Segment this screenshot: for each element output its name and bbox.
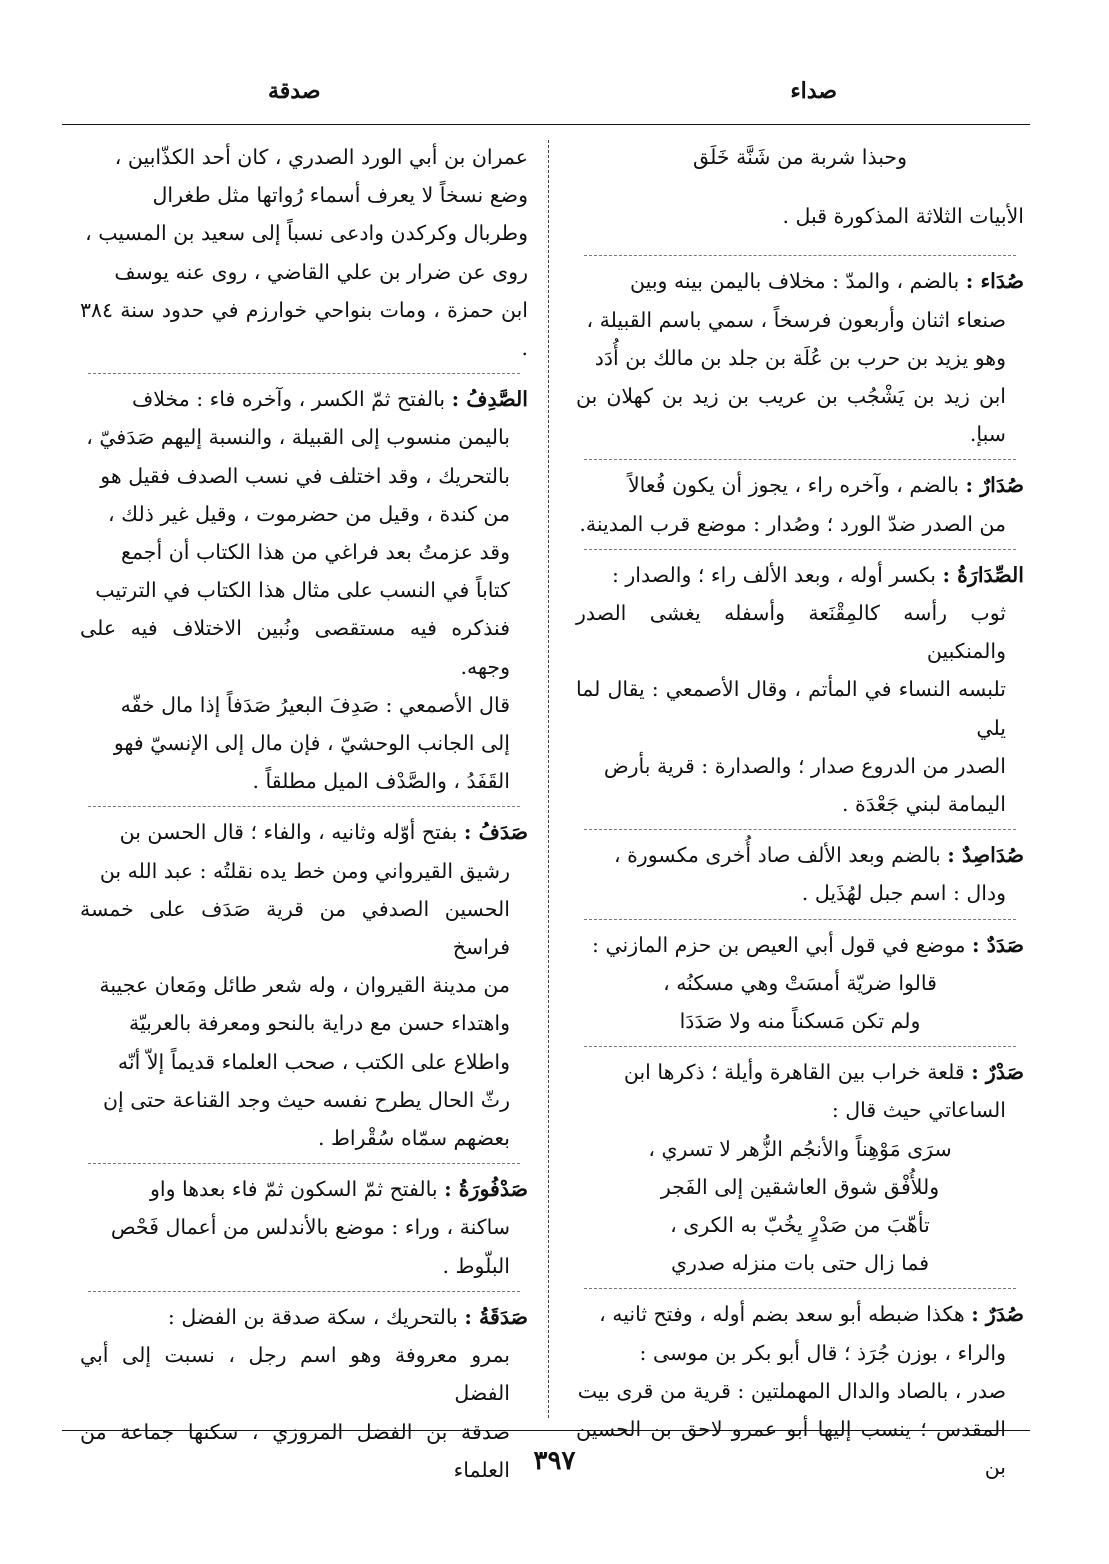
- verse-line: فما زال حتى بات منزله صدري: [671, 1251, 929, 1276]
- entry-text: بمرو معروفة وهو اسم رجل ، نسبت إلى أبي الفضل: [80, 1343, 510, 1406]
- entry-separator: [584, 1288, 1016, 1289]
- entry-line: [576, 466, 1024, 504]
- text-line: عمران بن أبي الورد الصدري ، كان أحد الكذّابين ،: [114, 145, 528, 169]
- entry-headword: صَدَقَةُ :: [464, 1304, 528, 1329]
- bottom-rule: [62, 1430, 1030, 1431]
- entry-text: القَفَدُ ، والصَّدْف الميل مطلقاً .: [252, 769, 510, 794]
- entry-line: [80, 724, 528, 762]
- entry-text: واهتداء حسن مع دراية بالنحو ومعرفة بالعربيّة: [128, 1011, 510, 1036]
- entry-line: [80, 1081, 528, 1119]
- entry-headword: صُدَاصِدٌ :: [947, 843, 1024, 868]
- entry-line: [80, 418, 528, 456]
- entry-text: اليمامة لبني جَعْدَة .: [841, 792, 1006, 817]
- entry-text: الصدر من الدروع صدار ؛ والصدارة : قرية بأرض: [603, 753, 1006, 778]
- entry-text: قال الأصمعي : صَدِفَ البعيرُ صَدَفاً إذا مال خفّه: [120, 692, 510, 717]
- entry-text: قلعة خراب بين القاهرة وأيلة ؛ ذكرها ابن: [623, 1060, 965, 1085]
- entry-line: [576, 1053, 1024, 1091]
- text-line: الأبيات الثلاثة المذكورة قبل .: [782, 203, 1024, 228]
- entry-text: تلبسه النساء في المأتم ، وقال الأصمعي : يقال لما يلي: [576, 677, 1006, 740]
- entry-line: [80, 1247, 528, 1285]
- entry-line: [80, 495, 528, 533]
- entry-text: بالفتح ثمّ الكسر ، وآخره فاء : مخلاف: [131, 387, 446, 412]
- entry-text: من مدينة القيروان ، وله شعر طائل ومَعان عجيبة: [99, 973, 510, 998]
- entry-text: صدقة بن الفضل المروزي ، سكنها جماعة من العلماء: [80, 1419, 510, 1482]
- entry-text: من كندة ، وقيل من حضرموت ، وقيل غير ذلك ،: [108, 501, 510, 526]
- entry-line: [576, 785, 1024, 823]
- verse-line: سرَى مَوْهِناً والأنجُم الزُّهر لا تسري ،: [648, 1136, 952, 1161]
- entry-line: [80, 609, 528, 685]
- entry-text: بالضم ، وآخره راء ، يجوز أن يكون فُعالاً: [627, 473, 959, 498]
- entry-text: وقد عزمتُ بعد فراغي من هذا الكتاب أن أجمع: [121, 540, 510, 565]
- entry-line: [576, 339, 1024, 377]
- entry-headword: صُدَارٌ :: [965, 473, 1024, 498]
- column-divider: [548, 140, 549, 1418]
- entry-text: فنذكره فيه مستقصى ونُبين الاختلاف فيه على وجهه.: [80, 616, 510, 679]
- entry-headword: الصِّدَارَةُ :: [942, 562, 1024, 587]
- entry-line: [80, 1170, 528, 1208]
- entry-text: بالتحريك ، سكة صدقة بن الفضل :: [167, 1304, 458, 1329]
- text-line: ابن حمزة ، ومات بنواحي خوارزم في حدود سنة ٣٨٤ .: [80, 297, 528, 361]
- entry-text: بالفتح ثمّ السكون ثمّ فاء بعدها واو: [149, 1177, 438, 1202]
- entry-line: [576, 556, 1024, 594]
- dictionary-entry: [576, 1053, 1024, 1282]
- entry-separator: [584, 459, 1016, 460]
- entry-line: [576, 594, 1024, 670]
- entry-text: رثّ الحال يطرح نفسه حيث وجد القناعة حتى إن: [102, 1087, 510, 1112]
- entry-line: [80, 457, 528, 495]
- verse-line: ولم تكن مَسكناً منه ولا صَدَدَا: [679, 1009, 921, 1034]
- entry-line: [576, 874, 1024, 912]
- entry-separator: [584, 829, 1016, 830]
- entry-text: المقدس ؛ ينسب إليها أبو عمرو لاحق بن الحسين بن: [576, 1417, 1006, 1480]
- entry-text: بالضم وبعد الألف صاد أُخرى مكسورة ،: [613, 843, 941, 868]
- entry-line: [80, 1208, 528, 1246]
- entry-text: ودال : اسم جبل لهُذَيل .: [801, 881, 1006, 906]
- entry-line: [80, 1298, 528, 1336]
- entry-line: [80, 1336, 528, 1412]
- entry-text: والراء ، بوزن جُرَذ ؛ قال أبو بكر بن موسى :: [639, 1340, 1006, 1365]
- entry-text: إلى الجانب الوحشيّ ، فإن مال إلى الإنسيّ فهو: [113, 731, 510, 756]
- entry-line: [576, 926, 1024, 964]
- entry-text: رشيق القيرواني ومن خط يده نقلتُه : عبد الله بن: [99, 858, 510, 883]
- entry-line: [80, 1119, 528, 1157]
- entry-line: [576, 670, 1024, 746]
- entry-separator: [88, 373, 520, 374]
- dictionary-entry: [576, 926, 1024, 1041]
- right-column: [576, 138, 1024, 1489]
- entry-line: [576, 747, 1024, 785]
- entry-text: كتاباً في النسب على مثال هذا الكتاب في الترتيب: [95, 578, 510, 603]
- verse-line: تأهّبَ من صَدْرٍ يخُبّ به الكرى ،: [670, 1213, 930, 1238]
- entry-text: وهو يزيد بن حرب بن عُلَة بن جلد بن مالك بن أُدَد: [594, 345, 1006, 370]
- entry-text: الحسين الصدفي من قرية صَدَف على خمسة فراسخ: [80, 896, 510, 960]
- entry-line: [80, 890, 528, 966]
- entry-line: [576, 1372, 1024, 1410]
- entry-headword: صَدْفُورَةُ :: [444, 1177, 528, 1202]
- dictionary-entry: [80, 813, 528, 1157]
- entry-separator: [584, 255, 1016, 256]
- entry-headword: صَدْرٌ :: [971, 1060, 1024, 1085]
- entry-line: [576, 505, 1024, 543]
- entry-line: [80, 852, 528, 890]
- entry-separator: [584, 549, 1016, 550]
- entry-text: باليمن منسوب إلى القبيلة ، والنسبة إليهم صَدَفيّ ،: [86, 425, 510, 450]
- dictionary-entry: [576, 836, 1024, 912]
- entry-separator: [584, 919, 1016, 920]
- running-head-right: صداء: [790, 78, 837, 104]
- page-number: ٣٩٧: [533, 1446, 576, 1476]
- verse-line: وللأُفْق شوق العاشقين إلى الفَجر: [660, 1174, 940, 1199]
- entry-line: [80, 762, 528, 800]
- text-line: وضع نسخاً لا يعرف أسماء رُواتها مثل طغرال: [152, 183, 528, 208]
- entry-text: ثوب رأسه كالمِقْنَعة وأسفله يغشى الصدر والمنكبين: [576, 601, 1006, 664]
- entry-text: بكسر أوله ، وبعد الألف راء ؛ والصدار :: [611, 562, 936, 587]
- verse-line: وحبذا شربة من شَنَّة خَلَق: [693, 145, 907, 169]
- entry-text: صدر ، بالصاد والدال المهملتين : قرية من قرى بيت: [577, 1378, 1006, 1403]
- running-head-left: صدقة: [268, 78, 321, 104]
- dictionary-entry: [80, 1170, 528, 1285]
- top-rule: [62, 124, 1030, 125]
- entry-line: [576, 262, 1024, 300]
- entry-text: بعضهم سمّاه سُقْراط .: [317, 1126, 510, 1151]
- entry-text: واطلاع على الكتب ، صحب العلماء قديماً إلاّ أنّه: [117, 1049, 510, 1074]
- text-line: روى عن ضرار بن علي القاضي ، روى عنه يوسف: [114, 259, 528, 284]
- entry-line: [80, 813, 528, 851]
- entry-text: هكذا ضبطه أبو سعد بضم أوله ، وفتح ثانيه ،: [599, 1302, 965, 1327]
- entry-line: [80, 380, 528, 418]
- entry-text: الساعاتي حيث قال :: [831, 1098, 1006, 1123]
- entry-separator: [584, 1046, 1016, 1047]
- entry-line: [576, 1334, 1024, 1372]
- entry-line: [80, 966, 528, 1004]
- entry-line: [576, 1091, 1024, 1129]
- entry-headword: صَدَدٌ :: [971, 932, 1024, 957]
- entry-text: بالتحريك ، وقد اختلف في نسب الصدف فقيل هو: [100, 463, 510, 488]
- entry-headword: الصَّدِفُ :: [451, 387, 528, 412]
- entry-line: [80, 1004, 528, 1042]
- entry-text: ابن زيد بن يَشْجُب بن عريب بن زيد بن كهلان بن سبإ.: [576, 384, 1006, 447]
- entry-line: [576, 836, 1024, 874]
- entry-text: صنعاء اثنان وأربعون فرسخاً ، سمي باسم القبيلة ،: [586, 307, 1006, 332]
- entry-separator: [88, 1163, 520, 1164]
- entry-line: [80, 1043, 528, 1081]
- entry-text: موضع في قول أبي العيص بن حزم المازني :: [592, 932, 966, 957]
- text-line: وطربال وكركدن وادعى نسباً إلى سعيد بن المسيب ،: [85, 221, 528, 246]
- entry-text: البلّوط .: [442, 1253, 510, 1278]
- entry-line: [80, 686, 528, 724]
- entry-line: [576, 377, 1024, 453]
- dictionary-entry: [576, 262, 1024, 453]
- entry-headword: صُدَاء :: [965, 269, 1024, 294]
- entry-line: [576, 301, 1024, 339]
- entry-text: بالضم ، والمدّ : مخلاف باليمن بينه وبين: [630, 269, 960, 294]
- entry-line: [576, 1295, 1024, 1333]
- entry-headword: صَدَفُ :: [463, 820, 528, 845]
- entry-line: [80, 533, 528, 571]
- entry-text: من الصدر ضدّ الورد ؛ وصُدار : موضع قرب المدينة.: [579, 511, 1006, 536]
- entry-separator: [88, 806, 520, 807]
- verse-line: قالوا ضريّة أمسَتْ وهي مسكنُه ،: [663, 970, 937, 995]
- left-column: [80, 138, 528, 1491]
- dictionary-entry: [576, 556, 1024, 823]
- entry-line: [80, 571, 528, 609]
- entry-text: بفتح أوّله وثانيه ، والفاء ؛ قال الحسن بن: [119, 820, 458, 845]
- entry-headword: صُدَرٌ :: [971, 1302, 1024, 1327]
- entry-separator: [88, 1291, 520, 1292]
- dictionary-entry: [80, 380, 528, 800]
- dictionary-entry: [576, 466, 1024, 542]
- entry-text: ساكنة ، وراء : موضع بالأندلس من أعمال فَحْص: [110, 1215, 510, 1240]
